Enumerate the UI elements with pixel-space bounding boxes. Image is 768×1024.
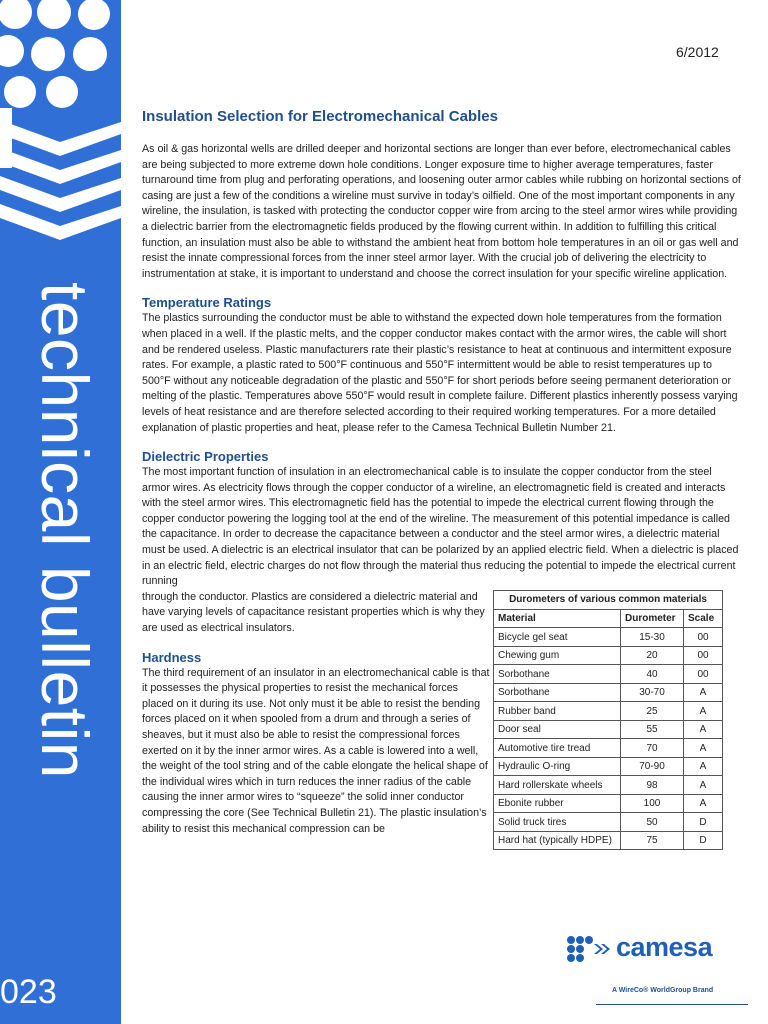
scale-cell: A — [684, 794, 723, 813]
vertical-title: technical bulletin — [28, 282, 102, 779]
table-row — [494, 813, 723, 832]
table-row — [494, 776, 723, 795]
intro-paragraph: As oil & gas horizontal wells are drilled deeper and horizontal sections are longer than ever before, electromechanical cables are being subjected to more extreme down hole conditions. Longer exposure time to higher average temperatures, faster turnaround time from plug and perforating operations, and loosening outer armor cables while rubbing on horizontal sections of casing are just a few of the conditions a wireline must survive in today’s oilfield. One of the most important components in any wireline, the insulation, is tasked with protecting the conductor copper wire from arcing to the steel armor wires while providing a dielectric barrier from the electromagnetic fields produced by the flowing current within. In addition to fulfilling this critical function, an insulation must also be able to withstand the ambient heat from bottom hole temperatures in an oil or gas well and resist the innate compressional forces from the inner steel armor layer. With the crucial job of delivering the electricity to instrumentation at stake, it is important to understand and choose the correct insulation for your specific wireline application. — [142, 143, 741, 280]
scale-cell: 00 — [684, 665, 723, 684]
section-heading-temperature: Temperature Ratings — [142, 295, 272, 311]
material-cell: Door seal — [494, 720, 621, 739]
durometer-cell: 70 — [621, 739, 684, 758]
scale-cell: A — [684, 702, 723, 721]
scale-cell: 00 — [684, 628, 723, 647]
scale-cell: A — [684, 739, 723, 758]
column-header-material: Material — [494, 609, 621, 628]
durometer-cell: 100 — [621, 794, 684, 813]
durometer-cell: 20 — [621, 646, 684, 665]
scale-cell: A — [684, 683, 723, 702]
durometer-cell: 50 — [621, 813, 684, 832]
material-cell: Rubber band — [494, 702, 621, 721]
material-cell: Hard hat (typically HDPE) — [494, 831, 621, 850]
durometer-cell: 70-90 — [621, 757, 684, 776]
table-caption-row — [494, 590, 723, 609]
scale-cell: A — [684, 720, 723, 739]
sidebar-banner — [0, 0, 121, 1024]
section-body-dielectric: The most important function of insulation in an electromechanical cable is to insulate the copper conductor from the steel armor wires. As electricity flows through the copper conductor of a wireline, an electromagnetic field is created and interacts with the steel armor wires. This electromagnetic field has the potential to impede the electrical current flowing through the copper conductor powering the logging tool at the end of the wireline. The measurement of this potential impedance is called the capacitance. In order to decrease the capacitance between a conductor and the steel armor wires, a dielectric material must be used. A dielectric is an electrical insulator that can be polarized by an applied electric field. When a dielectric is placed in an electric field, electric charges do not flow through the material thus reducing the potential to impede the electrical current running — [142, 466, 739, 588]
column-header-scale: Scale — [684, 609, 723, 628]
scale-cell: A — [684, 757, 723, 776]
material-cell: Sorbothane — [494, 665, 621, 684]
brand-name: camesa — [616, 932, 713, 962]
durometer-cell: 55 — [621, 720, 684, 739]
scale-cell: D — [684, 813, 723, 832]
table-header-row — [494, 609, 723, 628]
table-row — [494, 720, 723, 739]
section-body-hardness: The third requirement of an insulator in an electromechanical cable is that it possesses the physical properties to resist the mechanical forces placed on it during its use. Not only must it be able to resist the bending forces placed on it when spooled from a drum and through a series of sheaves, but it must also be able to resist the compressional forces exerted on it by the inner armor wires. As a cable is lowered into a well, the weight of the tool string and of the cable elongate the helical shape of the individual wires which in turn reduces the inner radius of the cable causing the inner armor wires to “squeeze” the solid inner conductor compressing the core (See Technical Bulletin 21). The plastic insulation’s ability to resist this mechanical compression can be — [142, 666, 490, 835]
durometer-cell: 75 — [621, 831, 684, 850]
durometer-table — [493, 590, 723, 851]
document-body — [142, 108, 742, 847]
camesa-brand-icon — [566, 934, 614, 964]
section-heading-dielectric: Dielectric Properties — [142, 449, 269, 465]
durometer-table-wrap — [493, 590, 768, 851]
table-row — [494, 739, 723, 758]
scale-cell: 00 — [684, 646, 723, 665]
table-row — [494, 646, 723, 665]
split-region — [142, 590, 742, 847]
durometer-cell: 15-30 — [621, 628, 684, 647]
bulletin-number: 023 — [0, 973, 57, 1011]
table-row — [494, 683, 723, 702]
section-body-temperature: The plastics surrounding the conductor must be able to withstand the expected down hole temperatures from the formation when placed in a well. If the plastic melts, and the copper conductor makes contact with the armor wires, the cable will short and be rendered useless. Plastic manufacturers rate their plastic’s resistance to heat at continuous and intermittent exposure rates. For example, a plastic rated to 500°F continuous and 550°F intermittent would be able to resist temperatures up to 500°F without any noticeable degradation of the plastic and 550°F for short periods before seeing permanent deterioration or melting of the plastic. Temperatures above 550°F would result in complete failure. Different plastics inherently possess varying levels of heat resistance and are therefore selected according to their required working temperatures. For a more detailed explanation of plastic properties and heat, please refer to the Camesa Technical Bulletin Number 21. — [142, 312, 738, 434]
table-row — [494, 794, 723, 813]
brand-tagline: A WireCo® WorldGroup Brand — [612, 987, 714, 994]
material-cell: Solid truck tires — [494, 813, 621, 832]
camesa-logo-icon — [0, 0, 121, 240]
table-row — [494, 757, 723, 776]
durometer-cell: 98 — [621, 776, 684, 795]
material-cell: Sorbothane — [494, 683, 621, 702]
table-row — [494, 702, 723, 721]
material-cell: Bicycle gel seat — [494, 628, 621, 647]
camesa-brand — [566, 932, 746, 968]
material-cell: Chewing gum — [494, 646, 621, 665]
document-date: 6/2012 — [676, 44, 719, 60]
durometer-cell: 25 — [621, 702, 684, 721]
table-caption: Durometers of various common materials — [494, 590, 723, 609]
scale-cell: A — [684, 776, 723, 795]
durometer-cell: 30-70 — [621, 683, 684, 702]
table-row — [494, 628, 723, 647]
material-cell: Automotive tire tread — [494, 739, 621, 758]
material-cell: Ebonite rubber — [494, 794, 621, 813]
document-title: Insulation Selection for Electromechanical Cables — [142, 108, 498, 125]
brand-divider — [596, 1004, 748, 1005]
column-header-durometer: Durometer — [621, 609, 684, 628]
table-row — [494, 831, 723, 850]
section-body-dielectric-cont: through the conductor. Plastics are considered a dielectric material and have varying levels of capacitance resistant properties which is why they are used as electrical insulators. — [142, 590, 485, 635]
material-cell: Hard rollerskate wheels — [494, 776, 621, 795]
durometer-cell: 40 — [621, 665, 684, 684]
scale-cell: D — [684, 831, 723, 850]
section-heading-hardness: Hardness — [142, 649, 202, 665]
left-column — [142, 590, 492, 837]
material-cell: Hydraulic O-ring — [494, 757, 621, 776]
table-row — [494, 665, 723, 684]
